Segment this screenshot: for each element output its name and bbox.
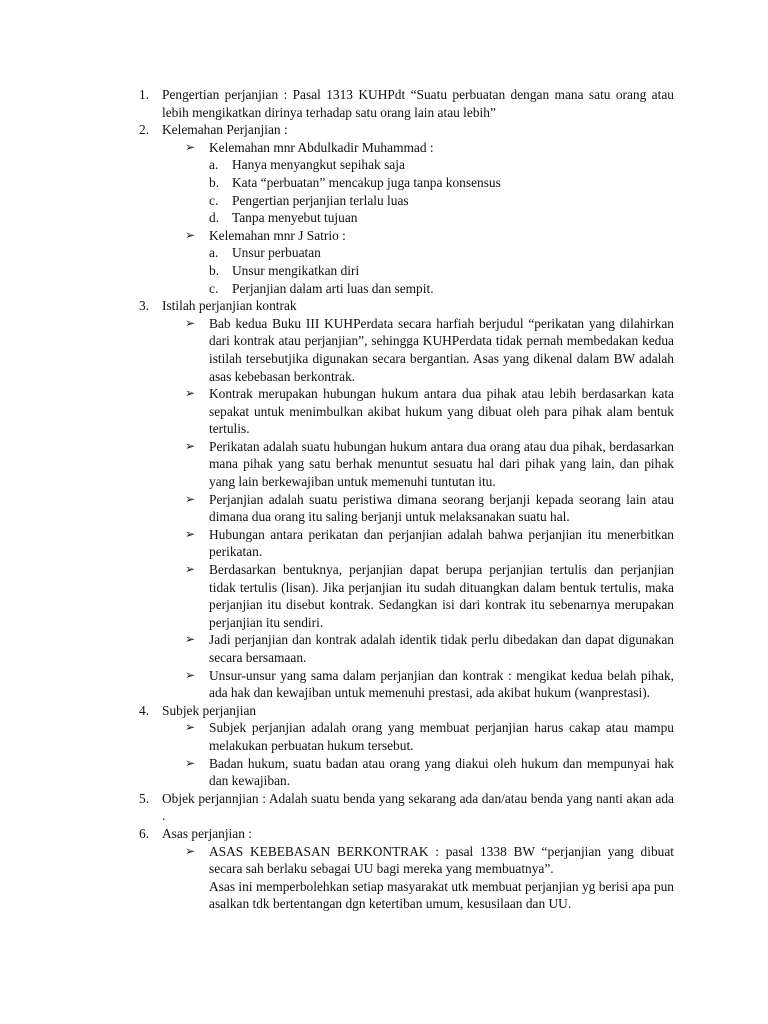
- list-item: [139, 702, 674, 720]
- arrow-bullet-icon: ➢: [185, 227, 196, 242]
- arrow-bullet-icon: ➢: [185, 438, 196, 453]
- list-item: [139, 297, 674, 315]
- bullet-item: [185, 438, 674, 491]
- sub-item-text: Kata “perbuatan” mencakup juga tanpa konsensus: [232, 174, 501, 190]
- bullet-text: Perjanjian adalah suatu peristiwa dimana seorang berjanji kepada seorang lain atau dimana dua orang itu saling berjanji untuk melaksanakan suatu hal.: [209, 491, 674, 525]
- sub-item-label: b.: [209, 174, 220, 190]
- item-text: Istilah perjanjian kontrak: [162, 298, 297, 314]
- sub-list-item: [209, 280, 674, 298]
- arrow-bullet-icon: ➢: [185, 386, 196, 401]
- sub-item-text: Pengertian perjanjian terlalu luas: [232, 192, 409, 208]
- bullet-text: Kelemahan mnr Abdulkadir Muhammad :: [209, 139, 434, 155]
- bullet-text: Subjek perjanjian adalah orang yang membuat perjanjian harus cakap atau mampu melakukan perbuatan hukum tersebut.: [209, 720, 674, 753]
- item-number: 2.: [139, 122, 150, 138]
- sub-list-item: [209, 262, 674, 280]
- paragraph: Asas ini memperbolehkan setiap masyarakat utk membuat perjanjian yg berisi apa pun asalkan tdk bertentangan dgn ketertiban umum, kesusilaan dan UU.: [209, 878, 674, 912]
- bullet-text: ASAS KEBEBASAN BERKONTRAK : pasal 1338 BW “perjanjian yang dibuat secara sah berlaku sebagai UU bagi mereka yang membuatnya”.: [209, 843, 674, 877]
- list-item: [139, 825, 674, 843]
- bullet-text: Hubungan antara perikatan dan perjanjian adalah bahwa perjanjian itu menerbitkan perikatan.: [209, 526, 674, 560]
- bullet-item: [185, 385, 674, 438]
- sub-item-text: Perjanjian dalam arti luas dan sempit.: [232, 280, 434, 296]
- item-number: 4.: [139, 702, 150, 718]
- sub-list-item: [209, 156, 674, 174]
- arrow-bullet-icon: ➢: [185, 562, 196, 577]
- bullet-item: [185, 227, 674, 245]
- arrow-bullet-icon: ➢: [185, 315, 196, 330]
- list-item: [139, 121, 674, 139]
- sub-item-label: a.: [209, 157, 219, 173]
- bullet-item: [185, 755, 674, 790]
- sub-item-label: a.: [209, 245, 219, 261]
- item-number: 3.: [139, 298, 150, 314]
- sub-item-label: b.: [209, 262, 220, 278]
- bullet-text: Bab kedua Buku III KUHPerdata secara harfiah berjudul “perikatan yang dilahirkan dari kontrak atau perjanjian”, sehingga KUHPerdata tidak pernah membedakan kedua istilah tersebutjika digunakan secara bergantian. Asas yang dikenal dalam BW adalah asas kebebasan berkontrak.: [209, 315, 674, 384]
- sub-item-label: c.: [209, 280, 219, 296]
- item-text: Subjek perjanjian: [162, 702, 257, 718]
- sub-list-item: [209, 192, 674, 210]
- bullet-text: Unsur-unsur yang sama dalam perjanjian dan kontrak : mengikat kedua belah pihak, ada hak dan kewajiban untuk memenuhi prestasi, ada akibat hukum (wanprestasi).: [209, 667, 674, 701]
- arrow-bullet-icon: ➢: [185, 491, 196, 506]
- sub-list-item: [209, 244, 674, 262]
- sub-list-item: [209, 174, 674, 192]
- list-item: [139, 86, 674, 121]
- bullet-item: [185, 631, 674, 666]
- bullet-text: Badan hukum, suatu badan atau orang yang diakui oleh hukum dan mempunyai hak dan kewajiban.: [209, 755, 674, 789]
- arrow-bullet-icon: ➢: [185, 720, 196, 735]
- arrow-bullet-icon: ➢: [185, 139, 196, 154]
- list-item: [139, 790, 674, 825]
- bullet-text: Jadi perjanjian dan kontrak adalah identik tidak perlu dibedakan dan dapat digunakan secara bersamaan.: [209, 632, 674, 665]
- sub-item-label: d.: [209, 210, 220, 226]
- sub-item-label: c.: [209, 192, 219, 208]
- item-number: 1.: [139, 87, 150, 102]
- sub-item-text: Unsur mengikatkan diri: [232, 262, 360, 278]
- arrow-bullet-icon: ➢: [185, 526, 196, 541]
- bullet-item: [185, 719, 674, 754]
- bullet-item: [185, 561, 674, 631]
- bullet-text: Perikatan adalah suatu hubungan hukum antara dua orang atau dua pihak, berdasarkan mana pihak yang satu berhak menuntut sesuatu hal dari pihak yang lain, dan pihak yang lain berkewajiban untuk memenuhi tuntutan itu.: [209, 438, 674, 490]
- sub-item-text: Unsur perbuatan: [232, 245, 321, 261]
- item-number: 6.: [139, 825, 150, 841]
- bullet-text: Kontrak merupakan hubungan hukum antara dua pihak atau lebih berdasarkan kata sepakat untuk menimbulkan akibat hukum yang dibuat oleh para pihak alam bentuk tertulis.: [209, 386, 674, 437]
- arrow-bullet-icon: ➢: [185, 755, 196, 770]
- arrow-bullet-icon: ➢: [185, 843, 196, 858]
- item-text: Pengertian perjanjian : Pasal 1313 KUHPdt “Suatu perbuatan dengan mana satu orang atau lebih mengikatkan dirinya terhadap satu orang lain atau lebih”: [162, 87, 674, 120]
- bullet-item: [185, 139, 674, 157]
- bullet-text: Kelemahan mnr J Satrio :: [209, 227, 346, 243]
- document-page: [0, 86, 768, 913]
- bullet-item: [185, 843, 674, 878]
- item-text: Asas perjanjian :: [162, 825, 252, 841]
- bullet-item: [185, 526, 674, 561]
- bullet-item: [185, 315, 674, 385]
- bullet-text: Berdasarkan bentuknya, perjanjian dapat berupa perjanjian tertulis dan perjanjian tidak tertulis (lisan). Jika perjanjian itu sudah dituangkan dalam bentuk tertulis, maka perjanjian itu disebut kontrak. Sedangkan isi dari kontrak itu sebenarnya merupakan perjanjian itu sendiri.: [209, 562, 674, 630]
- item-text: Kelemahan Perjanjian :: [162, 122, 288, 138]
- item-text: Objek perjannjian : Adalah suatu benda yang sekarang ada dan/atau benda yang nanti akan ada .: [162, 790, 674, 824]
- bullet-item: [185, 491, 674, 526]
- arrow-bullet-icon: ➢: [185, 667, 196, 682]
- bullet-item: [185, 667, 674, 702]
- sub-item-text: Hanya menyangkut sepihak saja: [232, 157, 405, 173]
- sub-list-item: [209, 209, 674, 227]
- item-number: 5.: [139, 790, 150, 806]
- sub-item-text: Tanpa menyebut tujuan: [232, 210, 358, 226]
- arrow-bullet-icon: ➢: [185, 632, 196, 647]
